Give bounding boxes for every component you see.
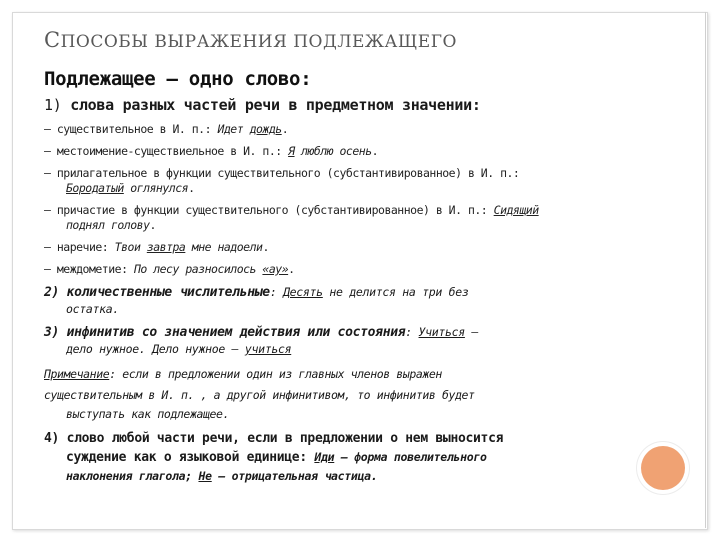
accent-circle-decoration xyxy=(641,446,685,490)
note-block: Примечание: если в предложении один из главных членов выражен существительным в И. п. , а другой инфинитивом, то инфинитив будет выступать как подлежащее. xyxy=(44,367,475,421)
section-infinitive: 3) инфинитив со значением действия или состояния: Учиться — дело нужное. Дело нужное — учиться xyxy=(44,325,479,356)
list-item-adjective: — прилагательное в функции существительного (субстантивированное) в И. п.: Бородатый оглянулся. xyxy=(44,166,520,195)
list-item-adverb: — наречие: Твои завтра мне надоели. xyxy=(44,240,269,254)
subheading-1: 1) слова разных частей речи в предметном значении: xyxy=(44,96,481,114)
list-item-noun: — существительное в И. п.: Идет дождь. xyxy=(44,122,289,136)
list-item-interjection: — междометие: По лесу разносилось «ау». xyxy=(44,262,295,276)
slide-title: СПОСОБЫ ВЫРАЖЕНИЯ ПОДЛЕЖАЩЕГО xyxy=(44,28,457,52)
right-border-line xyxy=(705,12,706,528)
list-item-pronoun: — местоимение-существиельное в И. п.: Я люблю осень. xyxy=(44,144,379,158)
list-item-participle: — причастие в функции существительного (субстантивированное) в И. п.: Сидящий поднял голову. xyxy=(44,203,539,232)
slide-content xyxy=(44,68,624,486)
section-any-word: 4) слово любой части речи, если в предложении о нем выносится суждение как о языковой единице: Иди — форма повелительного наклонения глагола; Не — отрицательная частица. xyxy=(44,431,504,483)
section-numerals: 2) количественные числительные: Десять не делится на три без остатка. xyxy=(44,285,469,316)
main-heading: Подлежащее — одно слово: xyxy=(44,68,312,90)
